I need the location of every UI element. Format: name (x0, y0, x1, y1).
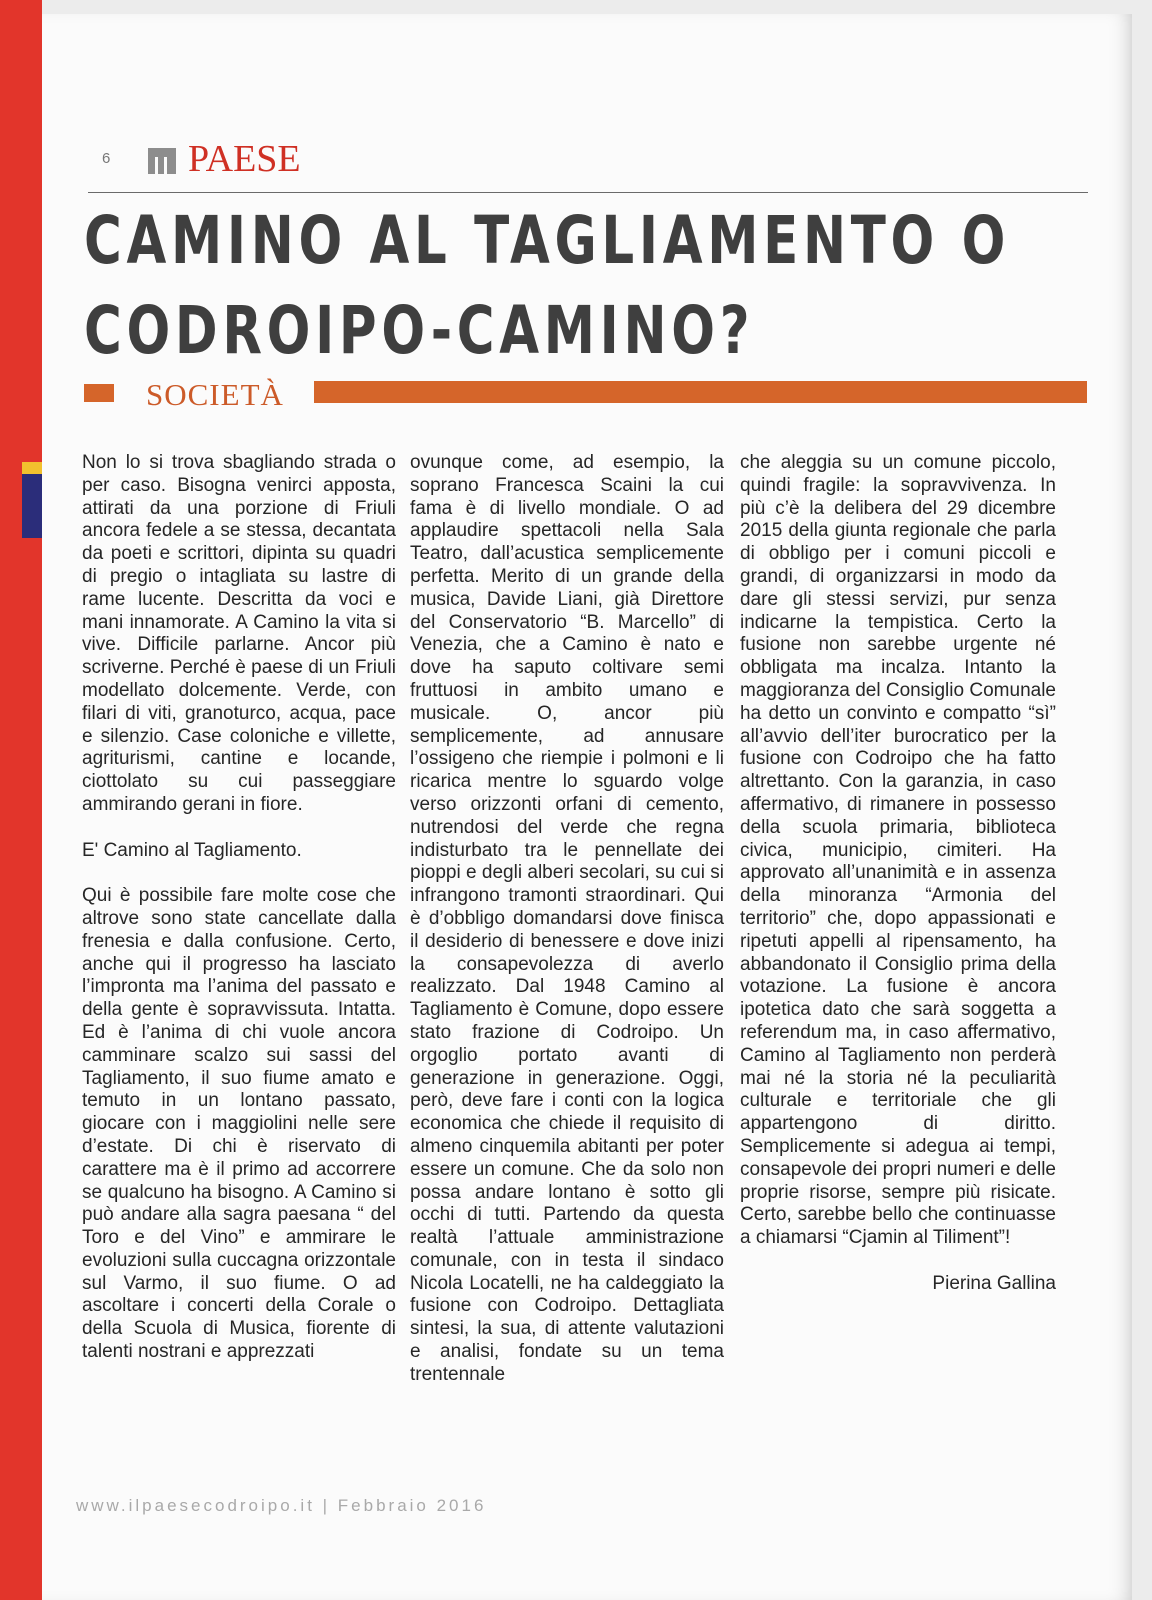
section-label: SOCIETÀ (146, 377, 284, 412)
section-marker (84, 384, 114, 402)
paese-logo-icon (148, 148, 176, 174)
section-rule (314, 381, 1087, 403)
page-footer: www.ilpaesecodroipo.it | Febbraio 2016 (76, 1496, 487, 1515)
paragraph: ovunque come, ad esempio, la soprano Francesca Scaini la cui fama è di livello mondiale. O ad applaudire spettacoli nella Sala Teatro, dall’acustica semplicemente perfetta. Merito di un grande della musica, Davide Liani, già Direttore del Conservatorio “B. Marcello” di Venezia, che a Camino è nato e dove ha saputo coltivare semi fruttuosi in ambito umano e musicale. O, ancor più semplicemente, ad annusare l’ossigeno che riempie i polmoni e li ricarica mentre lo sguardo volge verso orizzonti orfani di cemento, nutrendosi del verde che regna indisturbato tra le pennellate dei pioppi e degli alberi secolari, su cui si infrangono tramonti straordinari. Qui è d’obbligo domandarsi dove finisca il desiderio di benessere e dove inizi la consapevolezza di averlo realizzato. Dal 1948 Camino al Tagliamento è Comune, dopo essere stato frazione di Codroipo. Un orgoglio portato avanti di generazione in generazione. Oggi, però, deve fare i conti con la logica economica che chiede il requisito di almeno cinquemila abitanti per poter essere un comune. Che da solo non possa andare lontano è sotto gli occhi di tutti. Partendo da questa realtà l’attuale amministrazione comunale, con in testa il sindaco Nicola Locatelli, ne ha caldeggiato la fusione con Codroipo. Dettagliata sintesi, la sua, di attente valutazioni e analisi, fondate su un tema trentennale (410, 452, 724, 1385)
article-column-1 (82, 452, 396, 1364)
author-signature: Pierina Gallina (932, 1272, 1056, 1294)
page-edge-red-strip (0, 0, 42, 1600)
page-number: 6 (102, 150, 111, 167)
paragraph: Non lo si trova sbagliando strada o per caso. Bisogna venirci apposta, attirati da una porzione di Friuli ancora fedele a se stessa, decantata da poeti e scrittori, dipinta su quadri di pregio o intagliata su lastre di rame lucente. Descritta da voci e mani innamorate. A Camino la vita si vive. Difficile parlarne. Ancor più scriverne. Perché è paese di un Friuli modellato dolcemente. Verde, con filari di viti, granoturco, acqua, pace e silenzio. Case coloniche e villette, agriturismi, cantine e locande, ciottolato su cui passeggiare ammirando gerani in fiore. (82, 452, 396, 815)
brand-name: PAESE (188, 138, 301, 180)
title-line-2: CODROIPO-CAMINO? (84, 292, 755, 369)
title-line-1: CAMINO AL TAGLIAMENTO O (84, 202, 1011, 279)
article-column-3 (740, 452, 1056, 1295)
article-column-2 (410, 452, 724, 1387)
paragraph: che aleggia su un comune piccolo, quindi fragile: la sopravvivenza. In più c’è la delibera del 29 dicembre 2015 della giunta regionale che parla di obbligo per i comuni piccoli e grandi, di organizzarsi in modo da dare gli stessi servizi, pur senza indicarne la tempistica. Certo la fusione non sarebbe urgente né obbligata ma incalza. Intanto la maggioranza del Consiglio Comunale ha detto un convinto e compatto “sì” all’avvio dell’iter burocratico per la fusione con Codroipo che ha fatto altrettanto. Con la garanzia, in caso affermativo, di rimanere in possesso della scuola primaria, biblioteca civica, municipio, cimiteri. Ha approvato all’unanimità e in assenza della minoranza “Armonia del territorio” che, dopo appassionati e ripetuti appelli al ripensamento, ha abbandonato il Consiglio prima della votazione. La fusione è ancora ipotetica dato che sarà soggetta a referendum ma, in caso affermativo, Camino al Tagliamento non perderà mai né la storia né la peculiarità culturale e territoriale che gli appartengono di diritto. Semplicemente si adegua ai tempi, consapevole dei propri numeri e delle proprie risorse, sempre più risicate. Certo, sarebbe bello che continuasse a chiamarsi “Cjamin al Tiliment”! (740, 452, 1056, 1249)
article-title (84, 196, 1011, 376)
flag-tab (22, 462, 42, 538)
paragraph: Qui è possibile fare molte cose che altrove sono state cancellate dalla frenesia e dalla confusione. Certo, anche qui il progresso ha lasciato l’impronta ma l’anima del passato e della gente è sopravvissuta. Intatta. Ed è l’anima di chi vuole ancora camminare scalzo sui sassi del Tagliamento, il suo fiume amato e temuto in un lontano passato, giocare con i maggiolini nelle sere d’estate. Di chi è riservato di carattere ma è il primo ad accorrere se qualcuno ha bisogno. A Camino si può andare alla sagra paesana “ del Toro e del Vino” e ammirare le evoluzioni sulla cuccagna orizzontale sul Varmo, il suo fiume. O ad ascoltare i concerti della Corale o della Scuola di Musica, fiorente di talenti nostrani e apprezzati (82, 885, 396, 1363)
paragraph: E' Camino al Tagliamento. (82, 839, 302, 861)
